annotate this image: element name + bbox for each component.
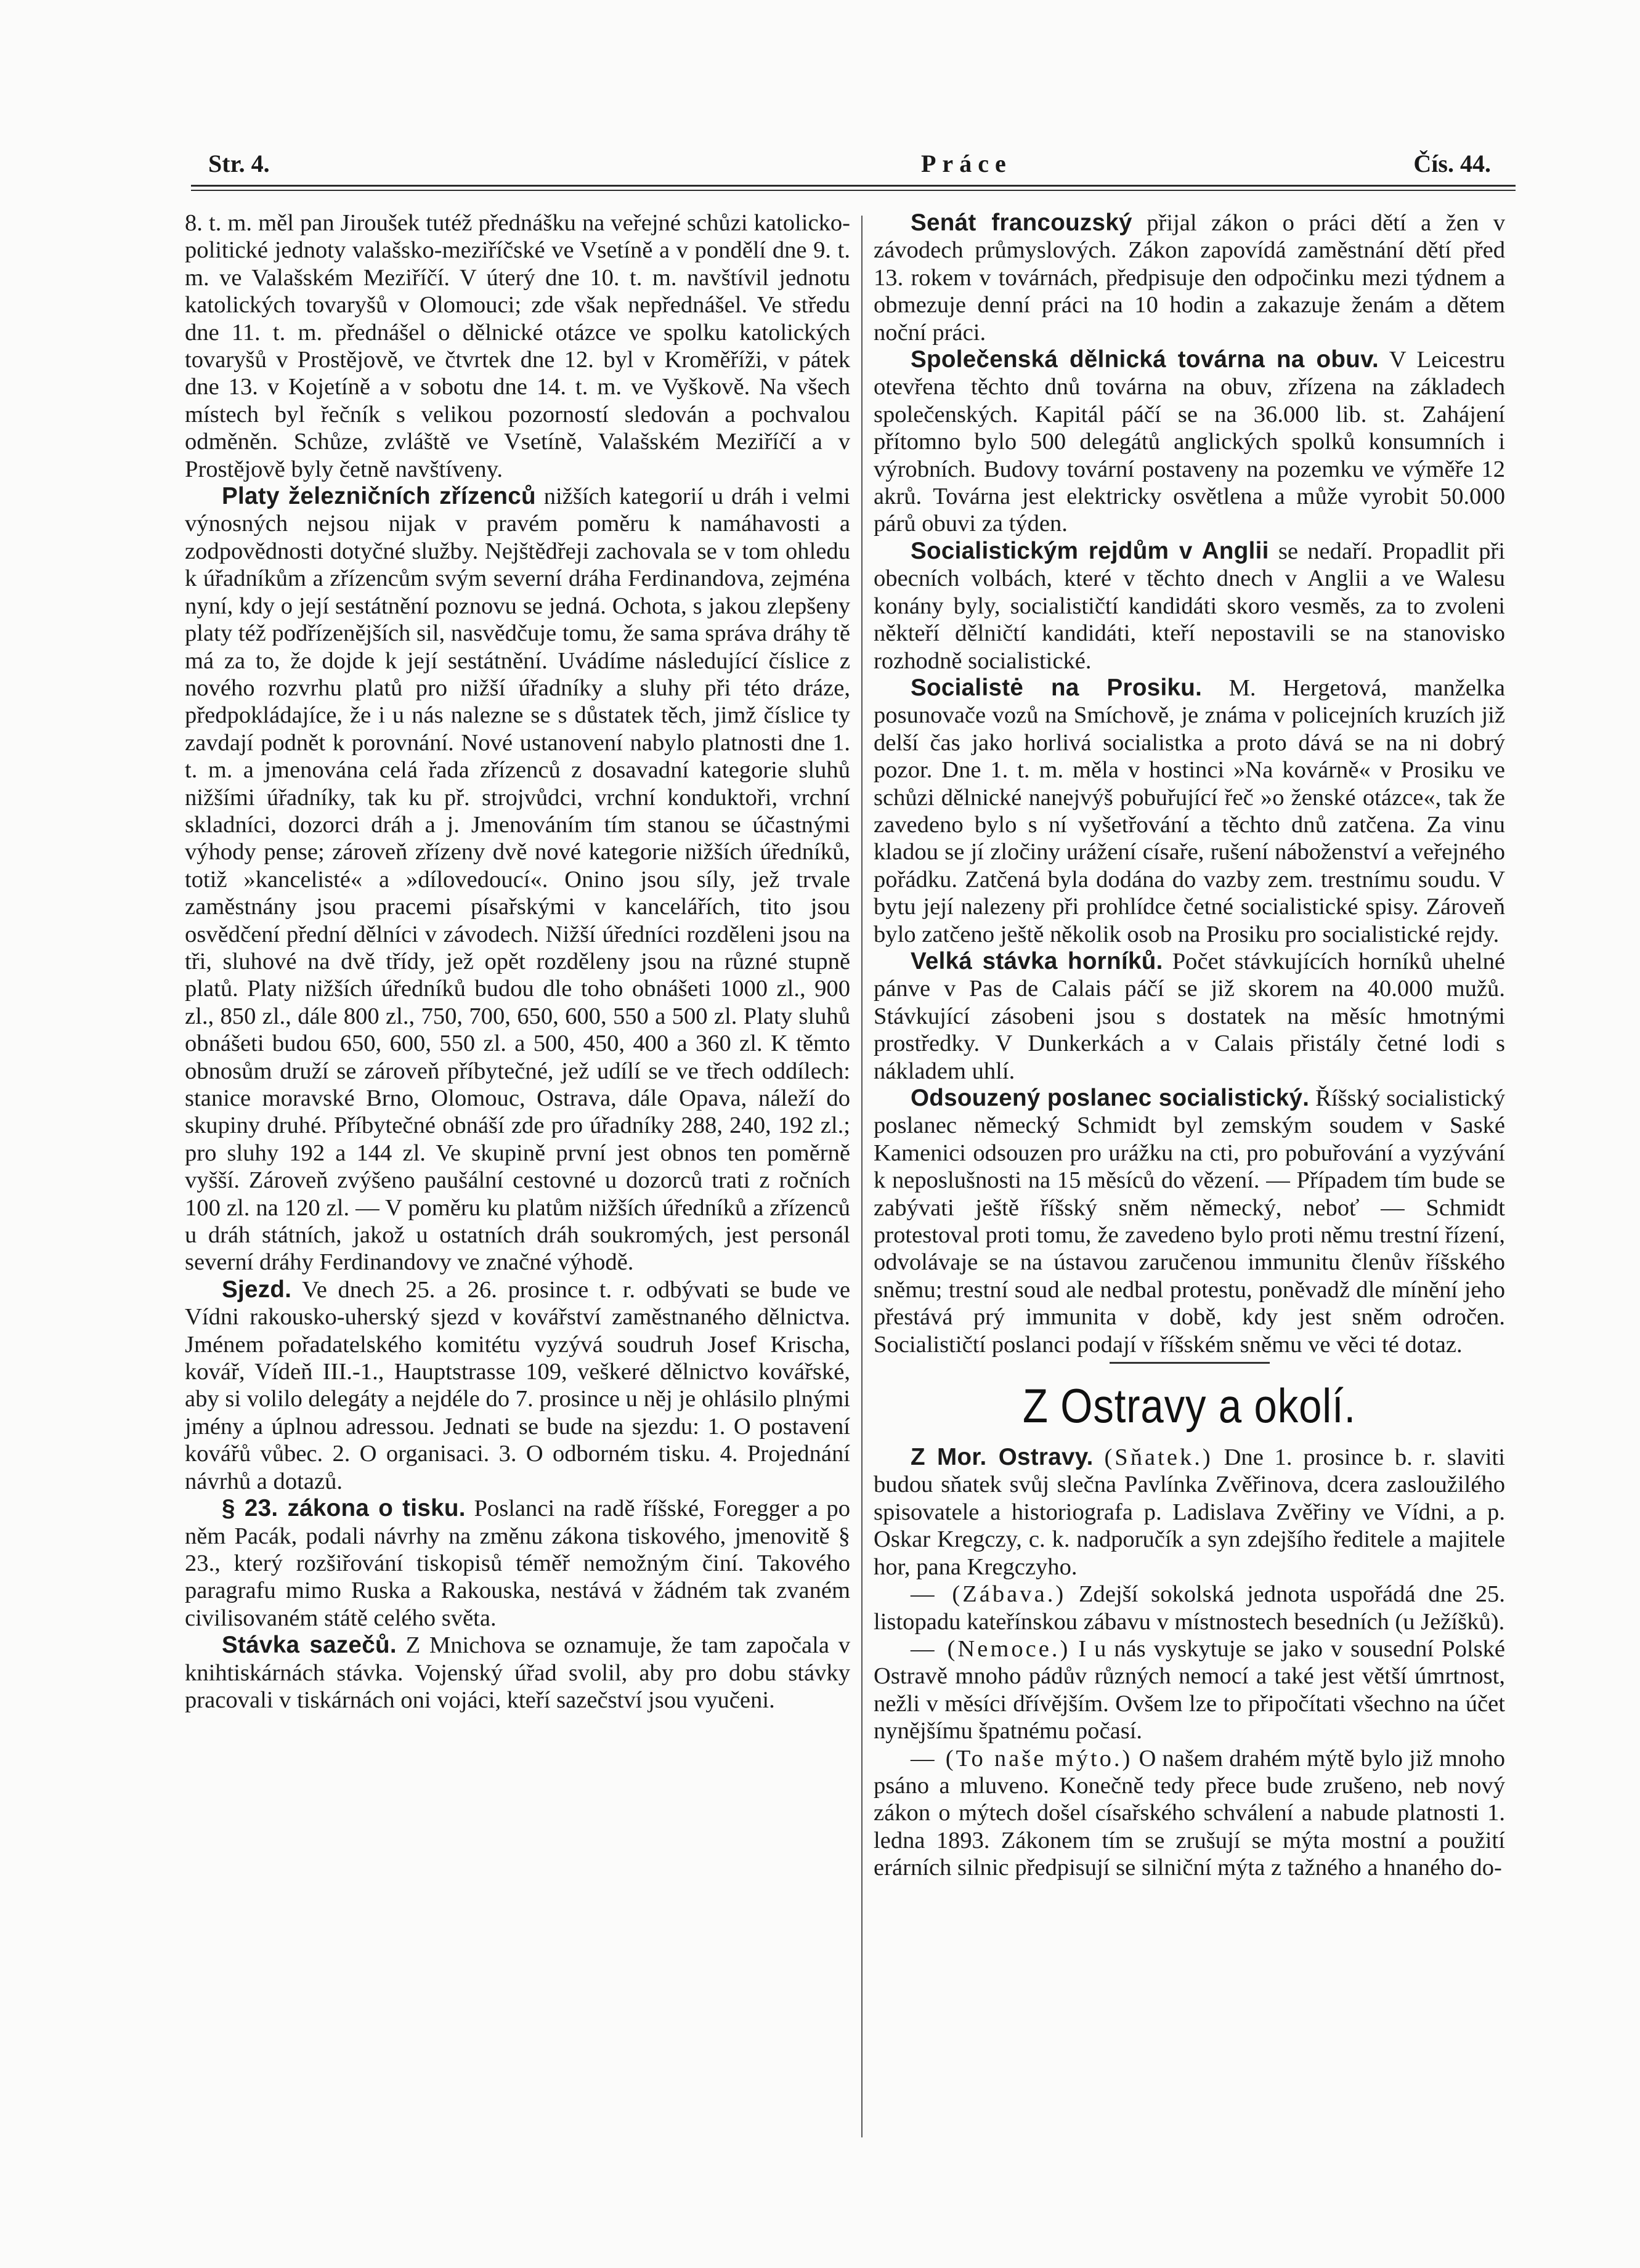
right-column (874, 209, 1505, 1882)
article-heading: Sjezd. (222, 1276, 292, 1303)
article-heading: § 23. zákona o tisku. (222, 1495, 466, 1522)
article-heading: Platy železničních zřízenců (222, 483, 536, 510)
article-text: Z Mnichova se oznamuje, že tam započala v knihtiskárnách stávka. Vojenský úřad svolil, aby pro dobu stávky pracovali v tiskárnách oni vojáci, kteří sazečství jsou vyučeni. (185, 1632, 850, 1713)
article-stavka-horniku (874, 948, 1505, 1085)
article-text: M. Hergetová, manželka posunovače vozů na Smíchově, je známa v policejních kruzích již delší čas jako horlivá socialistka a proto dává se na ni dobrý pozor. Dne 1. t. m. měla v hostinci »Na kovárně« v Prosiku ve schůzi dělnické nanejvýš pobuřující řeč »o ženské otázce«, tak že zavedeno bylo s ní vyšetřování a těchto dnů zatčena. Za vinu kladou se jí zločiny urážení císaře, rušení náboženství a veřejného pořádku. Zatčená byla dodána do vazby zem. trestnímu soudu. V bytu její nalezeny při prohlídce četné socialistické spisy. Zároveň bylo zatčeno ještě několik osob na Prosiku pro socialistické rejdy. (874, 674, 1505, 947)
article-text: Říšský socialistický poslanec německý Schmidt byl zemským soudem v Saské Kamenici odsouzen pro urážku na cti, pro pobuřování a vyzývání k neposlušnosti na 15 měsíců do vězení. — Případem tím bude se zabývati ještě říšský sněm německý, neboť — Schmidt protestoval proti tomu, že zavedeno bylo proti němu trestní řízení, odvolávaje se na ústavou zaručenou immunitu členův říšského sněmu; trestní soud ale nedbal protestu, poněvadž dle mínění jeho přestává prý immunita v době, kdy jest sněm odročen. Socialističtí poslanci podají v říšském sněmu ve věci té dotaz. (874, 1085, 1506, 1358)
article-zakon-tisk (185, 1495, 850, 1632)
article-text: V Leicestru otevřena těchto dnů továrna na obuv, zřízena na základech společenských. Kapitál páčí se na 36.000 lib. st. Zahájení přítomno bylo 500 delegátů anglických spolků konsumních i výrobních. Budovy tovární postaveny na pozemku ve výměře 12 akrů. Továrna jest elektricky osvětlena a může vyrobit 50.000 párů obuvi za týden. (874, 347, 1505, 537)
news-nemoce (874, 1635, 1505, 1745)
header-rule-bottom (191, 190, 1516, 191)
left-column (185, 209, 850, 1714)
article-heading: Stávka sazečů. (222, 1632, 397, 1659)
issue-number: Čís. 44. (1413, 150, 1491, 177)
news-myto (874, 1745, 1505, 1882)
page-number: Str. 4. (208, 150, 270, 177)
article-heading: Velká stávka horníků. (911, 947, 1163, 974)
article-heading: Společenská dělnická továrna na obuv. (911, 346, 1379, 373)
article-text: Dne 1. prosince b. r. slaviti budou sňatek svůj slečna Pavlínka Zvěřinova, dcera zasloužilého spisovatele a historiografa p. Ladislava Zvěřiny ve Vídni, a p. Oskar Kregczy, c. k. nadporučík a syn zdejšího ředitele a majitele hor, pana Kregczyho. (874, 1444, 1505, 1580)
article-heading: Z Mor. Ostravy. (911, 1444, 1094, 1471)
section-title: Z Ostravy a okolí. (1022, 1379, 1357, 1433)
article-text: I u nás vyskytuje se jako v sousední Polské Ostravě mnoho pádův různých nemocí a také jest větší úmrtnost, nežli v měsíci dřívějším. Ovšem lze to připočítati všechno na účet nynějšímu špatnému počasí. (874, 1635, 1505, 1744)
article-heading: Socialistė na Prosiku. (911, 674, 1203, 701)
article-text: Poslanci na radě říšské, Foregger a po něm Pacák, podali návrhy na změnu zákona tiskového, jmenovitě § 23., který rozšiřování tiskopisů téměř nemožným činí. Takového paragrafu mimo Ruska a Rakouska, nestává v žádném tak zvaném civilisovaném státě celého světa. (185, 1496, 850, 1631)
page-header (203, 145, 1503, 182)
article-tovarna-obuv (874, 346, 1505, 538)
news-snatek (874, 1444, 1505, 1581)
column-divider (861, 216, 863, 2137)
news-tag: — (Zábava.) (911, 1581, 1066, 1608)
news-zabava (874, 1581, 1505, 1635)
article-text: Zdejší sokolská jednota uspořádá dne 25. listopadu kateřínskou zábavu v místnostech besedních (u Ježíšků). (874, 1581, 1505, 1635)
article-text: Ve dnech 25. a 26. prosince t. r. odbývati se bude ve Vídni rakousko-uherský sjezd v kovářství zaměstnaného dělnictva. Jménem pořadatelského komitétu vyzývá soudruh Josef Krischa, kovář, Vídeň III.-1., Hauptstrasse 109, veškeré dělnictvo kovářské, aby si volilo delegáty a nejdéle do 7. prosince u něj je ohlásilo plnými jmény a úplnou adressou. Jednati se bude na sjezdu: 1. O postavení kovářů vůbec. 2. O organisaci. 3. O odborném tisku. 4. Projednání návrhů a dotazů. (185, 1276, 850, 1494)
article-senat (874, 209, 1505, 346)
section-divider (1110, 1362, 1270, 1364)
article-text: se nedaří. Propadlit při obecních volbách, které v těchto dnech v Anglii a ve Walesu konány byly, socialističtí kandidáti skoro vesměs, za to zvoleni někteří dělničtí kandidáti, kteří nepostavili se na stanovisko rozhodně socialistické. (874, 538, 1505, 674)
article-jirousek (185, 209, 850, 483)
news-tag: — (Nemoce.) (911, 1635, 1071, 1662)
article-text: přijal zákon o práci dětí a žen v závodech průmyslových. Zákon zapovídá zaměstnání dětí před 13. rokem v továrnách, předpisuje den odpočinku mezi týdnem a obmezuje denní práci na 10 hodin a zakazuje ženám a dětem noční práci. (874, 210, 1505, 346)
newspaper-title: Práce (921, 150, 1012, 177)
news-tag: (Sňatek.) (1104, 1444, 1213, 1471)
article-stavka-sazecu (185, 1632, 850, 1714)
article-poslanec (874, 1085, 1505, 1358)
article-text: nižších kategorií u dráh i velmi výnosných nejsou nijak v pravém poměru k namáhavosti a zodpovědnosti dotyčné služby. Nejštědřeji zachovala se v tom ohledu k úřadníkům a zřízencům svým severní dráha Ferdinandova, zejména nyní, kdy o její sestátnění poznovu se jedná. Ochota, s jakou zlepšeny platy též podřízenějších sil, nasvědčuje tomu, že sama správa dráhy tě má za to, že dojde k její sestátnění. Uvádíme následující číslice z nového rozvrhu platů pro nižší úřadníky a sluhy při této dráze, předpokládajíce, že i u nás nalezne se s důstatek těch, jimž číslice ty zavdají podnět k porovnání. Nové ustanovení nabylo platnosti dne 1. t. m. a jmenována celá řada zřízenců z dosavadní kategorie sluhů nižšími úřadníky, tak ku př. strojvůdci, vrchní konduktoři, vrchní skladníci, dozorci dráh a j. Jmenováním tím stanou se účastnými výhody pense; zároveň zřízeny dvě nové kategorie nižších úředníků, totiž »kancelisté« a »dílovedoucí«. Onino jsou síly, jež trvale zaměstnány jsou pracemi písařskými v kancelářích, tito jsou osvědčení přední dělníci v závodech. Nižší úředníci rozděleni jsou na tři, sluhové na dvě třídy, jež opět rozděleny jsou na různé stupně platů. Platy nižších úředníků budou dle toho obnášeti 1000 zl., 900 zl., 850 zl., dále 800 zl., 750, 700, 650, 600, 550 a 500 zl. Platy sluhů obnášeti budou 650, 600, 550 zl. a 500, 450, 400 a 360 zl. K těmto obnosům druží se zároveň příbytečné, jež udílí se ve třech oddílech: stanice moravské Brno, Olomouc, Ostrava, dále Opava, náleží do skupiny druhé. Příbytečné obnáší zde pro úřadníky 288, 240, 192 zl.; pro sluhy 192 a 144 zl. Ve skupině první jest obnos ten poměrně vyšší. Zároveň zvýšeno paušální cestovné u dozorců trati z ročních 100 zl. na 120 zl. — V poměru ku platům nižších úředníků a zřízenců u dráh státních, jakož u ostatních dráh soukromých, jest personál severní dráhy Ferdinandovy ve značné výhodě. (185, 484, 850, 1276)
article-sjezd (185, 1276, 850, 1495)
article-prosik (874, 674, 1505, 948)
article-text: 8. t. m. měl pan Jiroušek tutéž přednášku na veřejné schůzi katolicko-politické jednoty valašsko-meziříčské ve Vsetíně a v pondělí dne 9. t. m. ve Valašském Meziříčí. V úterý dne 10. t. m. navštívil jednotu katolických tovaryšů v Olomouci; zde však nepřednášel. Ve středu dne 11. t. m. přednášel o dělnické otázce ve spolku katolických tovaryšů v Prostějově, ve čtvrtek dne 12. byl v Kroměříži, v pátek dne 13. v Kojetíně a v sobotu dne 14. t. m. ve Vyškově. Na všech místech byl řečník s velikou pozorností sledován a pochvalou odměněn. Schůze, zvláště ve Vsetíně, Valašském Meziříčí a v Prostějově byly četně navštíveny. (185, 210, 850, 482)
article-anglie (874, 538, 1505, 674)
article-text: O našem drahém mýtě bylo již mnoho psáno a mluveno. Konečně tedy přece bude zrušeno, neb nový zákon o mýtech došel císařského schválení a nabude platnosti 1. ledna 1893. Zákonem tím se zrušují se mýta mostní a použití erárních silnic předpisují se silniční mýta z tažného a hnaného do- (874, 1745, 1505, 1881)
article-text: Počet stávkujících horníků uhelné pánve v Pas de Calais páčí se již skorem na 40.000 mužů. Stávkující zásobeni jsou s dostatek na měsíc hmotnými prostředky. V Dunkerkách a v Calais přistály četné lodi s nákladem uhlí. (874, 948, 1505, 1084)
article-heading: Odsouzený poslanec socialistický. (911, 1085, 1310, 1111)
article-heading: Senát francouzský (911, 209, 1132, 236)
article-platy (185, 483, 850, 1276)
news-tag: — (To naše mýto.) (911, 1745, 1133, 1772)
header-rule-top (191, 185, 1516, 187)
article-heading: Socialistickým rejdům v Anglii (911, 537, 1269, 564)
